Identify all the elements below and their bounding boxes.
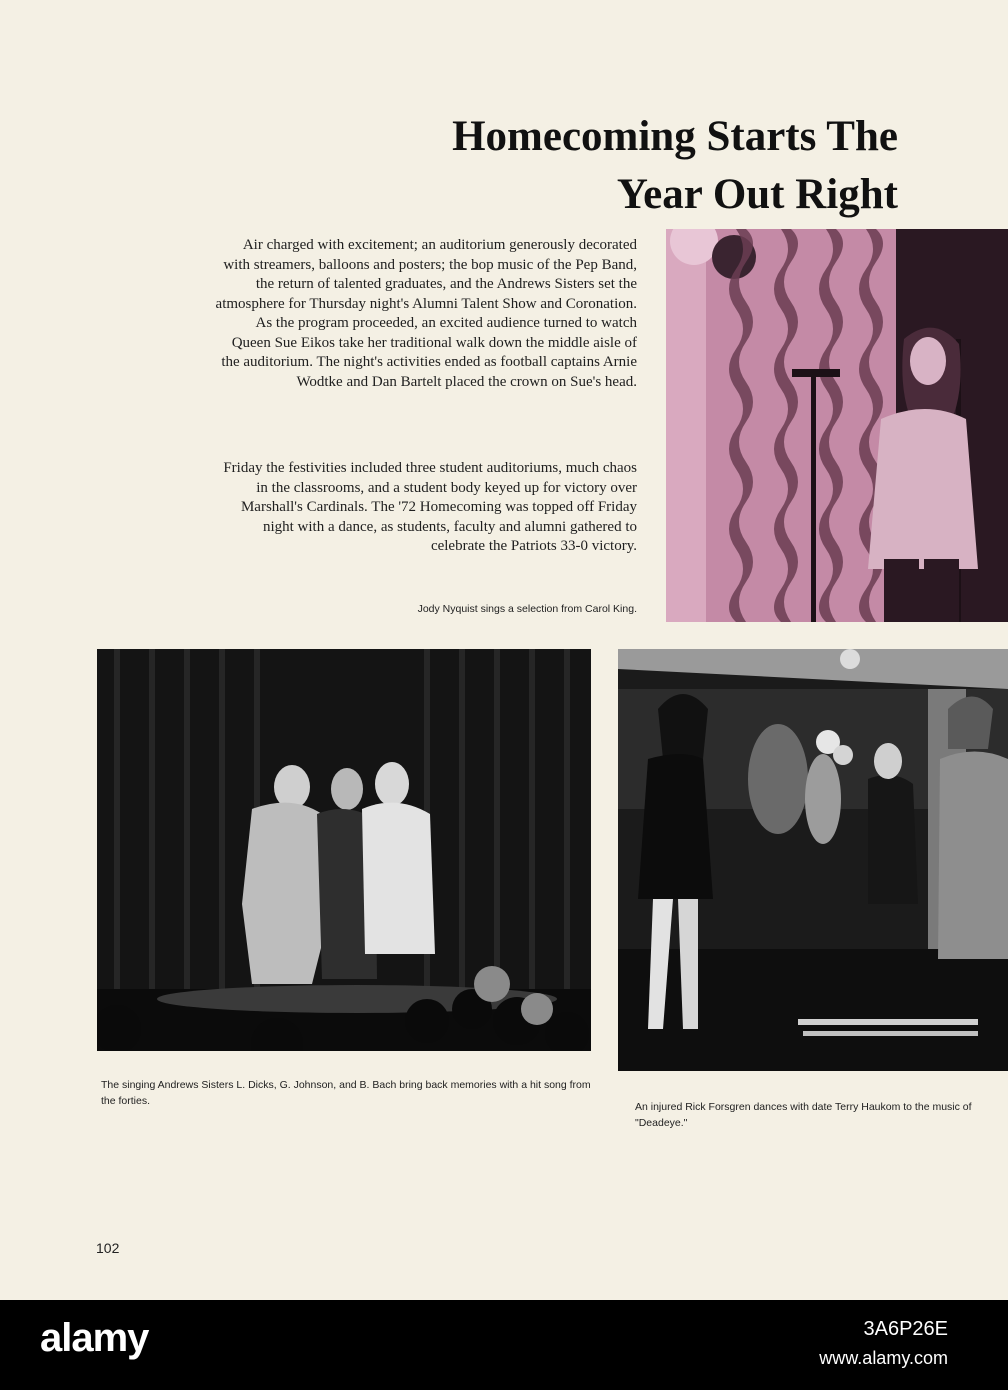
andrews-sisters-caption: The singing Andrews Sisters L. Dicks, G. Johnson, and B. Bach bring back memories with a hit song from the forties. <box>101 1079 591 1107</box>
title-line-1: Homecoming Starts The <box>452 113 898 160</box>
paragraph-1-text: Air charged with excitement; an auditorium generously decorated with streamers, balloons and posters; the bop music of the Pep Band, the return of talented graduates, and the Andrews Sisters set the atmosphere for Thursday night's Alumni Talent Show and Coronation. As the program proceeded, an excited audience turned to watch Queen Sue Eikos take her traditional walk down the middle aisle of the auditorium. The night's activities ended as football captains Arnie Wodtke and Dan Bartelt placed the crown on Sue's head. <box>215 237 637 390</box>
article-paragraph-1 <box>215 236 637 392</box>
singer-caption: Jody Nyquist sings a selection from Carol King. <box>417 603 637 615</box>
page-title <box>298 108 898 224</box>
alamy-logo: alamy <box>40 1316 149 1360</box>
watermark-url: www.alamy.com <box>819 1348 948 1368</box>
page-number: 102 <box>96 1240 120 1256</box>
image-id: 3A6P26E <box>863 1318 948 1340</box>
paragraph-2-text: Friday the festivities included three student auditoriums, much chaos in the classrooms, and a student body keyed up for victory over Marshall's Cardinals. The '72 Homecoming was topped off Friday night with a dance, as students, faculty and alumni gathered to celebrate the Patriots 33-0 victory. <box>223 460 637 554</box>
andrews-sisters-photo <box>97 649 591 1051</box>
dance-photo <box>618 649 1008 1071</box>
dance-caption: An injured Rick Forsgren dances with date Terry Haukom to the music of "Deadeye." <box>635 1101 972 1129</box>
watermark-footer <box>0 1300 1008 1390</box>
singer-photo <box>666 229 1008 622</box>
article-paragraph-2 <box>215 459 637 557</box>
title-line-2: Year Out Right <box>616 171 898 218</box>
